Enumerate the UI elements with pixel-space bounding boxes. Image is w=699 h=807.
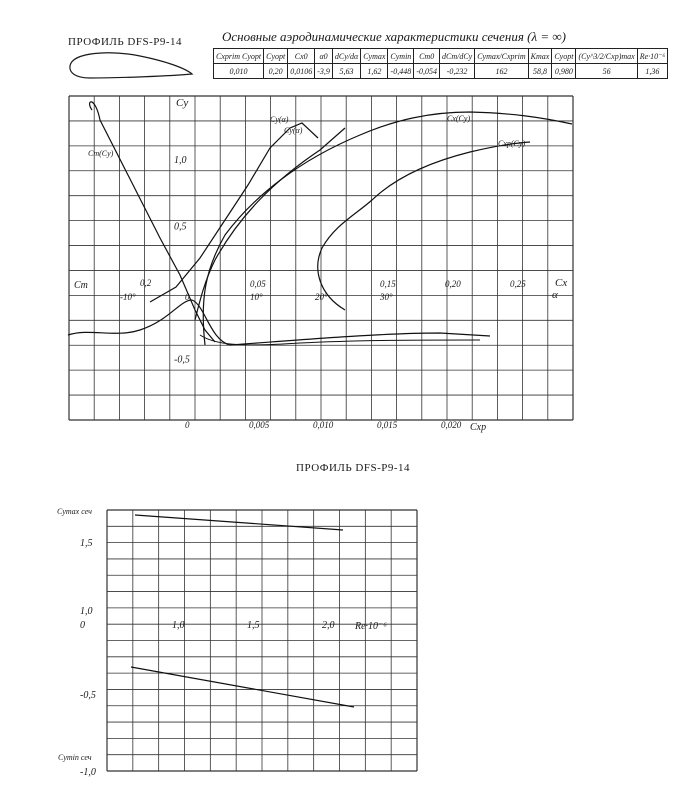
series-line [135,515,343,530]
x-tick-label: 1,0 [172,620,185,631]
param-value: 0,010 [214,64,264,79]
x-tick-label: 0,020 [441,420,462,430]
param-header: Cm0 [414,49,440,64]
param-header: dCm/dCy [439,49,474,64]
x-tick-label: -10° [120,292,136,302]
param-value: -3,9 [315,64,333,79]
series-label: Cy(α) [284,126,303,135]
param-value: 58,8 [528,64,552,79]
y-tick-label: -0,5 [174,354,190,366]
param-header: Re·10⁻⁶ [637,49,667,64]
x-tick-label: 10° [250,292,263,302]
y-tick-label: 1,5 [80,538,93,549]
chart-title: Основные аэродинамические характеристики сечения (λ = ∞) [222,29,566,44]
x-tick-label: 0,2 [140,278,152,288]
param-header: Cx0 [288,49,315,64]
param-value: -0,232 [439,64,474,79]
x-axis-label: Cx [555,277,568,289]
param-header: Cymax [361,49,388,64]
param-value: -0,448 [388,64,414,79]
x-tick-label: 0,20 [445,279,461,289]
x-tick-label: 20° [315,292,328,302]
param-header: Cxprim Cyopt [214,49,264,64]
x-tick-label: 0,015 [377,420,398,430]
x-tick-label: 2,0 [322,620,335,631]
profile-label: ПРОФИЛЬ DFS-P9-14 [68,36,183,48]
x-tick-label: 1,5 [247,620,260,631]
y-tick-label: 1,0 [80,606,93,617]
param-value: 162 [475,64,528,79]
x-tick-label: 0,05 [250,279,266,289]
param-value: 0,980 [552,64,576,79]
y-tick-label: -0,5 [80,690,96,701]
series-label: Cy(α) [270,115,289,124]
param-header: Cyopt [552,49,576,64]
param-value: 0,0106 [288,64,315,79]
y-axis-label: Cy [176,97,189,109]
param-header: (Cy^3/2/Cxp)max [576,49,637,64]
param-header: α0 [315,49,333,64]
y-tick-label: 0 [80,620,85,631]
lower-chart-caption: ПРОФИЛЬ DFS-P9-14 [296,462,411,474]
param-value: 0,20 [264,64,288,79]
x-axis-label: α [552,289,558,301]
param-value: 56 [576,64,637,79]
y-axis-label: Cymax сеч [57,507,92,516]
param-header: Cymax/Cxprim [475,49,528,64]
param-header: Cyopt [264,49,288,64]
series-label: Cxp(Cy) [498,139,526,148]
series-label: Cx(Cy) [447,114,471,123]
x-tick-label: 0,010 [313,420,334,430]
param-value: 1,36 [637,64,667,79]
x-tick-label: 0 [185,420,190,430]
x-tick-label: 0,15 [380,279,396,289]
x-tick-label: 0 [185,292,190,302]
x-axis-label: Re·10⁻⁶ [355,621,387,632]
param-header: Cymin [388,49,414,64]
x-axis-label: Cxp [470,422,487,433]
y-tick-label: 1,0 [174,155,187,166]
param-header: dCy/dα [332,49,360,64]
y-tick-label: 0,5 [174,221,187,233]
param-value: 1,62 [361,64,388,79]
param-value: 5,63 [332,64,360,79]
series-label: Cm(Cy) [88,149,114,158]
x-tick-label: 30° [380,292,393,302]
y-tick-label: -1,0 [80,767,96,778]
param-value: -0,054 [414,64,440,79]
x-tick-label: 0,25 [510,279,526,289]
y-axis-label: Cymin сеч [58,753,92,762]
param-header: Kmax [528,49,552,64]
x-axis-label: Cm [74,280,88,291]
x-tick-label: 0,005 [249,420,270,430]
